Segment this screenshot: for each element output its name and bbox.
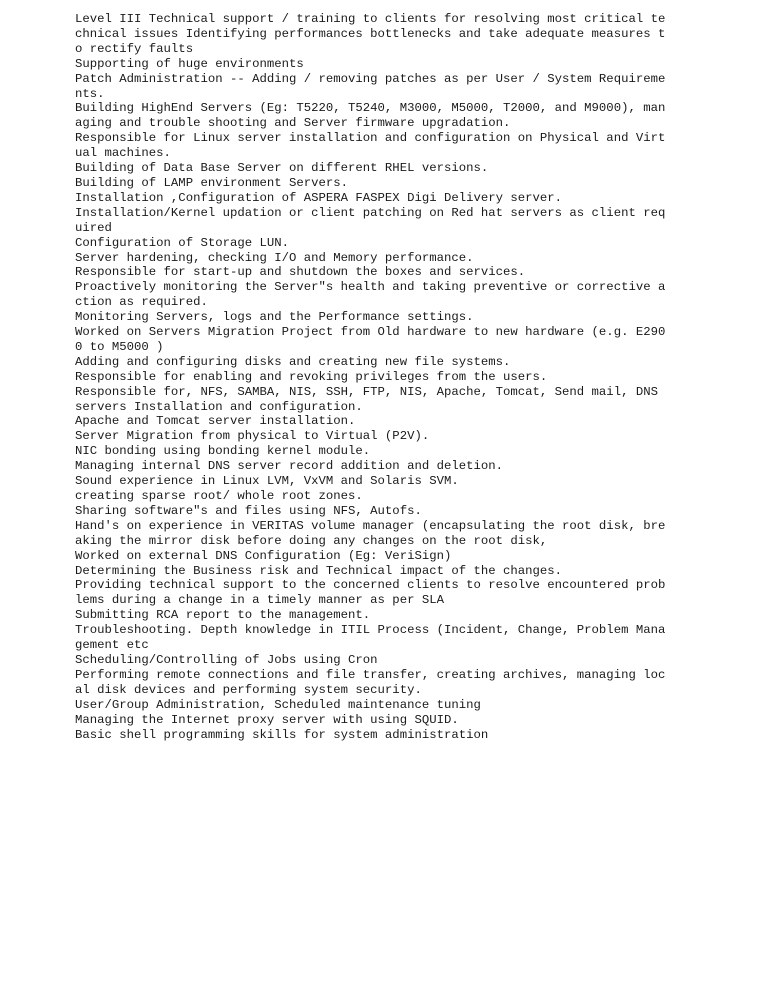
text-line: nts. xyxy=(75,86,105,101)
text-line: Sound experience in Linux LVM, VxVM and Solaris SVM. xyxy=(75,474,459,489)
text-line: 0 to M5000 ) xyxy=(75,339,164,354)
text-line: Sharing software"s and files using NFS, Autofs. xyxy=(75,503,422,518)
text-line: Worked on Servers Migration Project from Old hardware to new hardware (e.g. E290 xyxy=(75,325,666,340)
text-line: Troubleshooting. Depth knowledge in ITIL Process (Incident, Change, Problem Mana xyxy=(75,623,666,638)
text-line: User/Group Administration, Scheduled maintenance tuning xyxy=(75,697,481,712)
text-line: Apache and Tomcat server installation. xyxy=(75,414,356,429)
text-line: Building of LAMP environment Servers. xyxy=(75,175,349,190)
text-line: Supporting of huge environments xyxy=(75,56,304,71)
text-line: Building of Data Base Server on different RHEL versions. xyxy=(75,161,489,176)
text-line: servers Installation and configuration. xyxy=(75,399,363,414)
text-line: Worked on external DNS Configuration (Eg: VeriSign) xyxy=(75,548,452,563)
text-line: Managing the Internet proxy server with using SQUID. xyxy=(75,712,459,727)
text-line: uired xyxy=(75,220,112,235)
text-line: aging and trouble shooting and Server firmware upgradation. xyxy=(75,116,511,131)
text-line: Installation ,Configuration of ASPERA FASPEX Digi Delivery server. xyxy=(75,190,563,205)
text-line: Submitting RCA report to the management. xyxy=(75,608,371,623)
text-line: Responsible for, NFS, SAMBA, NIS, SSH, FTP, NIS, Apache, Tomcat, Send mail, DNS xyxy=(75,384,658,399)
text-line: Level III Technical support / training to clients for resolving most critical te xyxy=(75,12,666,26)
text-line: Performing remote connections and file transfer, creating archives, managing loc xyxy=(75,667,666,682)
text-line: Configuration of Storage LUN. xyxy=(75,235,290,250)
text-line: Adding and configuring disks and creating new file systems. xyxy=(75,354,511,369)
text-line: Responsible for start-up and shutdown the boxes and services. xyxy=(75,265,526,280)
text-line: Installation/Kernel updation or client patching on Red hat servers as client req xyxy=(75,205,666,220)
text-line: creating sparse root/ whole root zones. xyxy=(75,489,363,503)
text-line: Patch Administration -- Adding / removing patches as per User / System Requireme xyxy=(75,71,666,86)
text-line: chnical issues Identifying performances bottlenecks and take adequate measures t xyxy=(75,26,666,41)
text-line: Server hardening, checking I/O and Memory performance. xyxy=(75,250,474,265)
text-line: lems during a change in a timely manner as per SLA xyxy=(75,593,444,608)
text-line: Monitoring Servers, logs and the Performance settings. xyxy=(75,310,474,325)
text-line: NIC bonding using bonding kernel module. xyxy=(75,444,371,459)
text-line: Building HighEnd Servers (Eg: T5220, T5240, M3000, M5000, T2000, and M9000), man xyxy=(75,101,666,116)
text-line: Server Migration from physical to Virtual (P2V). xyxy=(75,429,430,444)
text-line: Responsible for enabling and revoking privileges from the users. xyxy=(75,369,548,384)
text-line: Responsible for Linux server installation and configuration on Physical and Virt xyxy=(75,131,666,146)
text-line: o rectify faults xyxy=(75,41,194,56)
text-line: ual machines. xyxy=(75,146,171,161)
text-line: Managing internal DNS server record addition and deletion. xyxy=(75,459,504,474)
document-body xyxy=(75,12,685,742)
text-line: aking the mirror disk before doing any changes on the root disk, xyxy=(75,533,548,548)
text-line: Hand's on experience in VERITAS volume manager (encapsulating the root disk, bre xyxy=(75,518,666,533)
text-line: Providing technical support to the concerned clients to resolve encountered prob xyxy=(75,578,666,593)
text-line: al disk devices and performing system security. xyxy=(75,682,422,697)
text-line: ction as required. xyxy=(75,295,208,310)
text-line: Basic shell programming skills for system administration xyxy=(75,727,489,742)
text-line: Proactively monitoring the Server"s health and taking preventive or corrective a xyxy=(75,280,666,295)
text-line: Scheduling/Controlling of Jobs using Cron xyxy=(75,652,378,667)
text-line: Determining the Business risk and Technical impact of the changes. xyxy=(75,563,563,578)
text-line: gement etc xyxy=(75,638,149,653)
